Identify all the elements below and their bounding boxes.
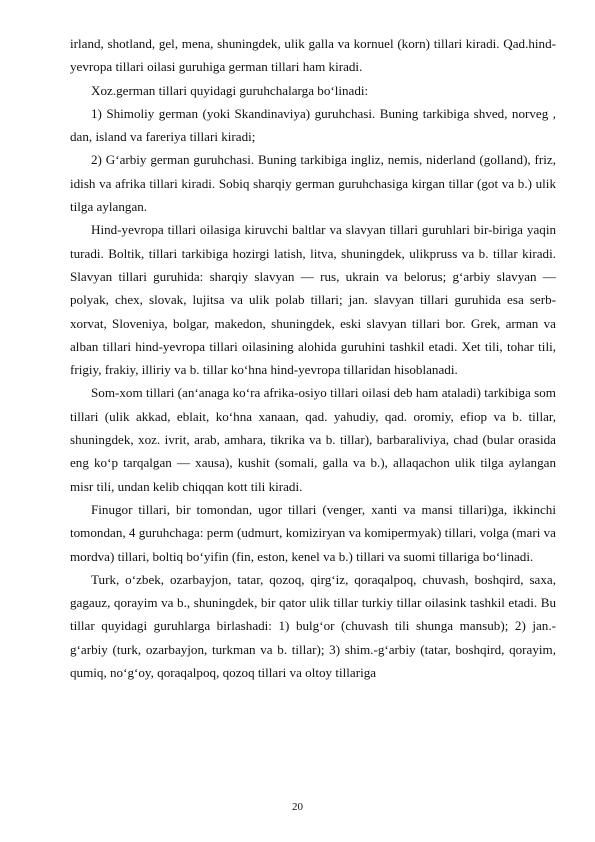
paragraph-4: 2) Gʻarbiy german guruhchasi. Buning tarkibiga ingliz, nemis, niderland (golland), friz, idish va afrika tillari kiradi. Sobiq sharqiy german guruhchasiga kirgan tillar (got va b.) ulik tilga aylangan. — [70, 152, 556, 215]
paragraph-1: irland, shotland, gel, mena, shuningdek, ulik galla va kornuel (korn) tillari kiradi. Qad.hind-yevropa tillari oilasi guruhiga german tillari ham kiradi. — [70, 36, 556, 75]
paragraph-2: Xoz.german tillari quyidagi guruhchalarga boʻlinadi: — [91, 82, 369, 98]
page-number: 20 — [292, 801, 303, 813]
paragraph-8: Turk, oʻzbek, ozarbayjon, tatar, qozoq, qirgʻiz, qoraqalpoq, chuvash, boshqird, saxa, gagauz, qorayim va b., shuningdek, bir qator ulik tillar turkiy tillar oilasink tashkil etadi. Bu tillar quyidagi guruhlarga birlashadi: 1) bulgʻor (chuvash tili shunga mansub); 2) jan.-gʻarbiy (turk, ozarbayjon, turkman va b. tillar); 3) shim.-gʻarbiy (tatar, boshqird, qorayim, qumiq, noʻgʻoy, qoraqalpoq, qozoq tillari va oltoy tillariga — [70, 571, 556, 681]
paragraph-6: Som-xom tillari (anʻanaga koʻra afrika-osiyo tillari oilasi deb ham ataladi) tarkibiga som tillari (ulik akkad, eblait, koʻhna xanaan, qad. yahudiy, qad. oromiy, efiop va b. tillar, shuningdek, xoz. ivrit, arab, amhara, tikrika va b. tillar), barbaraliviya, chad (bular orasida eng koʻp tarqalgan — xausa), kushit (somali, galla va b.), allaqachon ulik tilga aylangan misr tili, undan kelib chiqqan kott tili kiradi. — [70, 385, 556, 494]
paragraph-3: 1) Shimoliy german (yoki Skandinaviya) guruhchasi. Buning tarkibiga shved, norveg , dan, island va fareriya tillari kiradi; — [70, 105, 556, 145]
paragraph-7: Finugor tillari, bir tomondan, ugor tillari (venger, xanti va mansi tillari)ga, ikkinchi tomondan, 4 guruhchaga: perm (udmurt, komiziryan va komipermyak) tillari, volga (mari va mordva) tillari, boltiq boʻyifin (fin, eston, kenel va b.) tillari va suomi tillariga boʻlinadi. — [70, 501, 556, 564]
document-body — [70, 32, 556, 684]
paragraph-5: Hind-yevropa tillari oilasiga kiruvchi baltlar va slavyan tillari guruhlari bir-biriga yaqin turadi. Boltik, tillari tarkibiga hozirgi latish, litva, shuningdek, ulikpruss va b. tillar kiradi. Slavyan tillari guruhida: sharqiy slavyan — rus, ukrain va belorus; gʻarbiy slavyan — polyak, chex, slovak, lujitsa va ulik polab tillari; jan. slavyan tillari guruhida esa serb-xorvat, Sloveniya, bolgar, makedon, shuningdek, eski slavyan tillari bor. Grek, arman va alban tillari hind-yevropa tillari oilasining alohida guruhini tashkil etadi. Xet tili, tohar tili, frigiy, frakiy, illiriy va b. tillar koʻhna hind-yevropa tillaridan hisoblanadi. — [70, 222, 556, 378]
